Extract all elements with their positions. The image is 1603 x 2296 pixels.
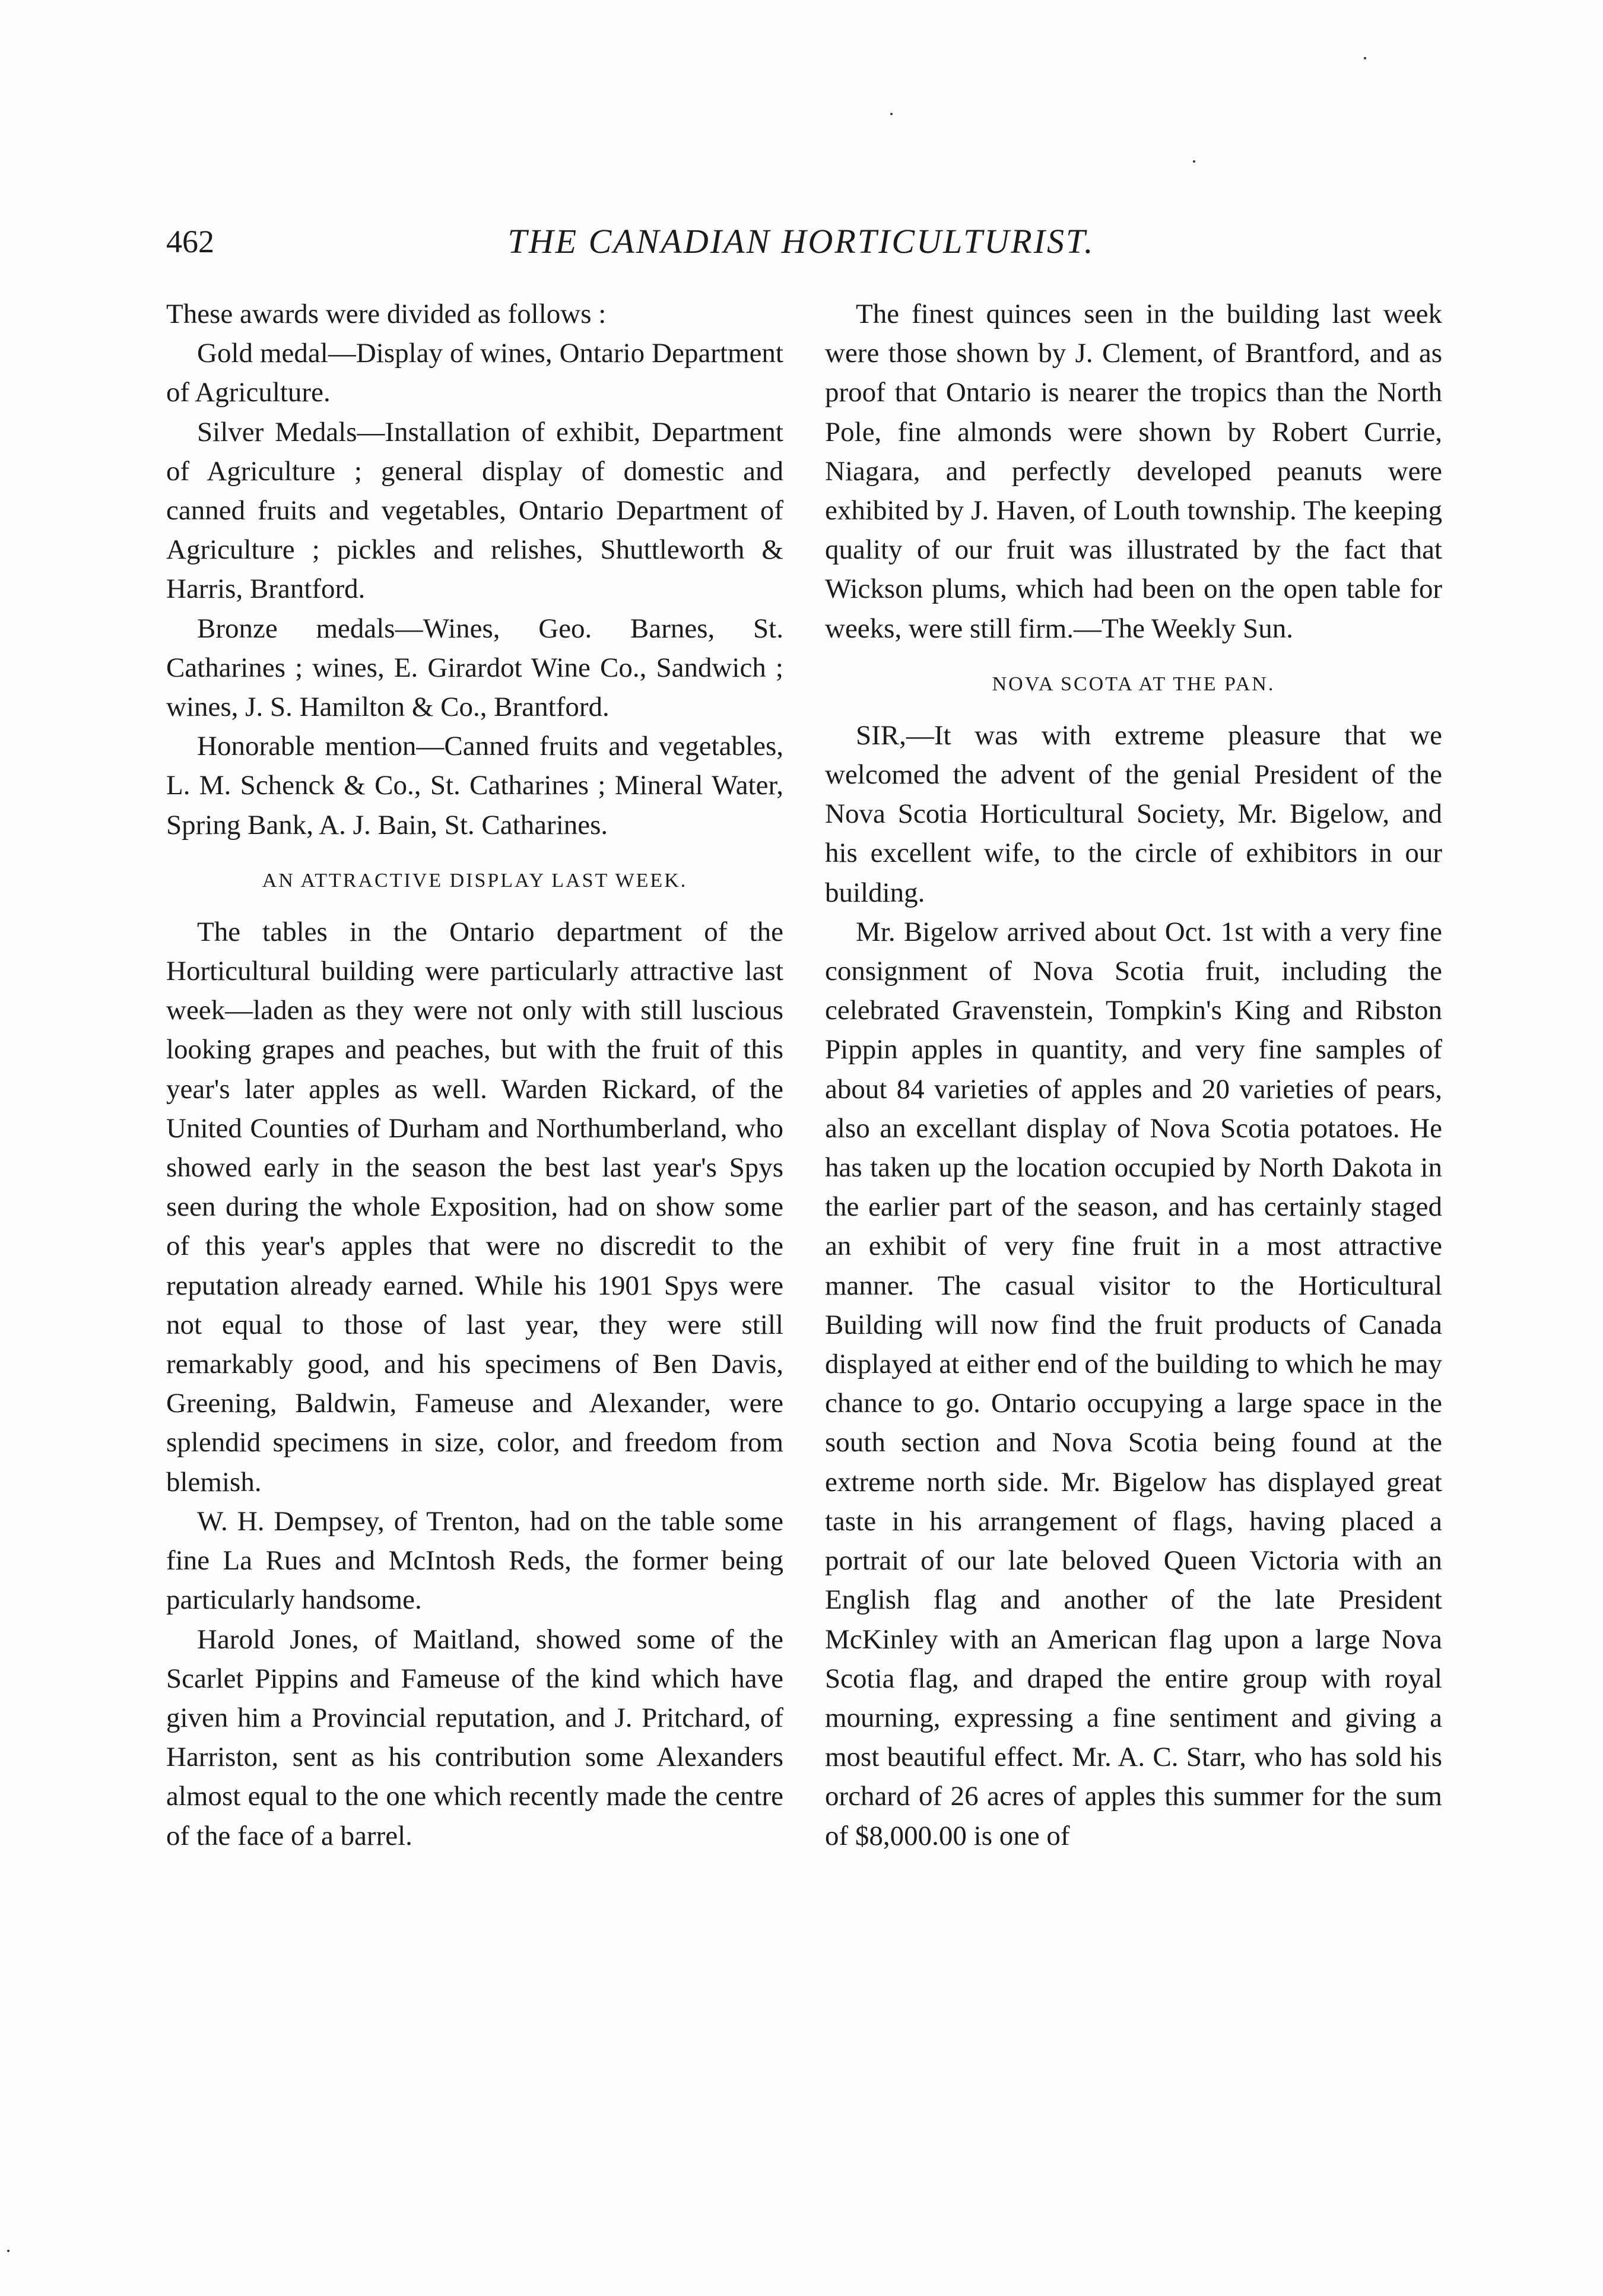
page-number: 462 [166, 224, 214, 259]
article-paragraph: The tables in the Ontario department of the Horticultural building were particularly attractive last week—laden as they were not only with still luscious looking grapes and peaches, but with the fruit of this year's later apples as well. Warden Rickard, of the United Counties of Durham and Northumberland, who showed early in the season the best last year's Spys seen during the whole Exposition, had on show some of this year's apples that were no discredit to the reputation already earned. While his 1901 Spys were not equal to those of last year, they were still remarkably good, and his specimens of Ben Davis, Greening, Baldwin, Fameuse and Alexander, were splendid specimens in size, color, and freedom from blemish. [166, 916, 783, 1498]
left-column [166, 294, 783, 1856]
award-bronze: Bronze medals—Wines, Geo. Barnes, St. Catharines ; wines, E. Girardot Wine Co., Sandwich ; wines, J. S. Hamilton & Co., Brantford. [166, 613, 783, 723]
section-heading-nova-scota: NOVA SCOTA AT THE PAN. [992, 673, 1275, 695]
award-honorable-mention: Honorable mention—Canned fruits and vegetables, L. M. Schenck & Co., St. Catharines ; Mineral Water, Spring Bank, A. J. Bain, St. Catharines. [166, 731, 783, 841]
award-gold: Gold medal—Display of wines, Ontario Department of Agriculture. [166, 338, 783, 408]
scan-speck [7, 2250, 9, 2252]
letter-paragraph: SIR,—It was with extreme pleasure that we welcomed the advent of the genial President of the Nova Scotia Horticultural Society, Mr. Bigelow, and his excellent wife, to the circle of exhibitors in our building. [825, 719, 1442, 908]
page-header [166, 215, 1436, 268]
article-paragraph: The finest quinces seen in the building last week were those shown by J. Clement, of Brantford, and as proof that Ontario is nearer the tropics than the North Pole, fine almonds were shown by Robert Currie, Niagara, and perfectly developed peanuts were exhibited by J. Haven, of Louth township. The keeping quality of our fruit was illustrated by the fact that Wickson plums, which had been on the open table for weeks, were still firm.—The Weekly Sun. [825, 299, 1442, 644]
running-title: THE CANADIAN HORTICULTURIST. [507, 222, 1095, 261]
article-paragraph: Harold Jones, of Maitland, showed some of the Scarlet Pippins and Fameuse of the kind which have given him a Provincial reputation, and J. Pritchard, of Harriston, sent as his contribution some Alexanders almost equal to the one which recently made the centre of the face of a barrel. [166, 1623, 783, 1851]
scan-speck [1364, 57, 1366, 59]
scan-speck [890, 113, 893, 115]
intro-paragraph: These awards were divided as follows : [166, 299, 607, 329]
scan-speck [1193, 160, 1195, 163]
award-silver: Silver Medals—Installation of exhibit, Department of Agriculture ; general display of domestic and canned fruits and vegetables, Ontario Department of Agriculture ; pickles and relishes, Shuttleworth & Harris, Brantford. [166, 416, 783, 605]
right-column [825, 294, 1442, 1856]
letter-paragraph: Mr. Bigelow arrived about Oct. 1st with a very fine consignment of Nova Scotia fruit, including the celebrated Gravenstein, Tompkin's King and Ribston Pippin apples in quantity, and very fine samples of about 84 varieties of apples and 20 varieties of pears, also an excellant display of Nova Scotia potatoes. He has taken up the location occupied by North Dakota in the earlier part of the season, and has certainly staged an exhibit of very fine fruit in a most attractive manner. The casual visitor to the Horticultural Building will now find the fruit products of Canada displayed at either end of the building to which he may chance to go. Ontario occupying a large space in the south section and Nova Scotia being found at the extreme north side. Mr. Bigelow has displayed great taste in his arrangement of flags, having placed a portrait of our late beloved Queen Victoria with an English flag and another of the late President McKinley with an American flag upon a large Nova Scotia flag, and draped the entire group with royal mourning, expressing a fine sentiment and giving a most beautiful effect. Mr. A. C. Starr, who has sold his orchard of 26 acres of apples this summer for the sum of $8,000.00 is one of [825, 916, 1442, 1851]
article-paragraph: W. H. Dempsey, of Trenton, had on the table some fine La Rues and McIntosh Reds, the former being particularly handsome. [166, 1505, 783, 1616]
section-heading-attractive-display: AN ATTRACTIVE DISPLAY LAST WEEK. [262, 869, 688, 892]
